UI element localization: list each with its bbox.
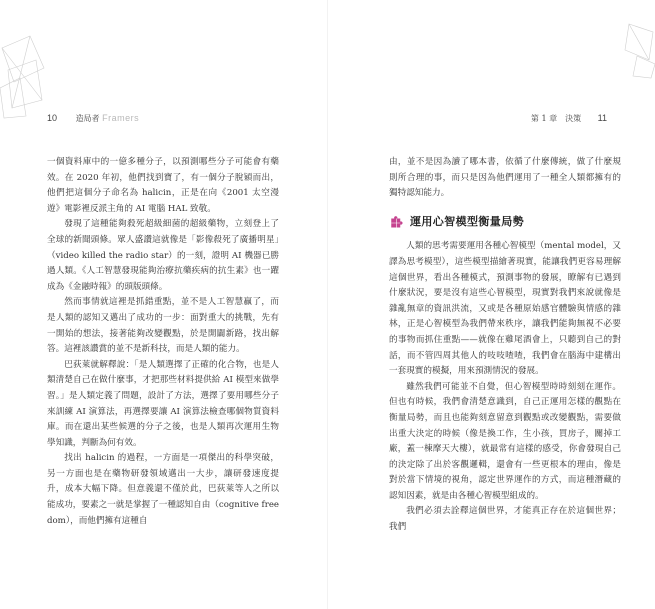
chapter-title: 決策 — [565, 114, 582, 123]
geometric-decoration-icon — [619, 20, 655, 80]
book-title: 造局者 — [75, 114, 100, 123]
page-number: 11 — [597, 113, 607, 123]
paragraph: 然而事情就這裡是抓錯重點，並不是人工智慧贏了，而是人類的認知又邁出了成功的一步：面對重大的挑戰，先有一開始的想法，接著能夠改變觀點，於是開闢新路，找出解答。這裡該讚賞的並不是新科技，而是人類的能力。 — [47, 297, 279, 355]
paragraph: 人類的思考需要運用各種心智模型（mental model，又譯為思考模型），這些模型描繪著現實，能讓我們更容易理解這個世界，看出各種模式，預測事物的發展，瞭解有已遇到什麼狀況，要是沒有這些心智模型，現實對我們來說就像是雜亂無章的資訊洪流，又或是各種原始感官體驗與情感的雜林，正是心智模型為我們帶來秩序，讓我們能夠無視不必要的事物而抓住重點——就像在雞尾酒會上，只聽到自己的對話，而不管四周其他人的吱吱喳喳，我們會在腦海中建構出一套現實的模擬，用來預測情況的發展。 — [389, 241, 621, 377]
paragraph: 巴荻萊就解釋說：「是人類選擇了正確的化合物，也是人類清楚自己在做什麼事，才把那些材料提供給 AI 模型來做學習。」是人類定義了問題，設計了方法，選擇了要用哪些分子來訓練 AI 演算法，再選擇要讓 AI 演算法檢查哪個物質資料庫。而在還出某些候選的分子之後，也是人類再次運用生物學知識，判斷為何有效。 — [47, 359, 279, 448]
right-page — [328, 0, 655, 609]
paragraph: 由，並不是因為讀了哪本書，依循了什麼傳統，做了什麼規則所合理的事，而只是因為他們運用了一種全人類都擁有的獨特認知能力。 — [389, 157, 621, 199]
geometric-decoration-icon — [0, 30, 48, 120]
section-heading — [389, 214, 621, 230]
body-text — [47, 155, 279, 529]
page-number: 10 — [47, 113, 58, 123]
paragraph: 雖然我們可能並不自覺，但心智模型時時刻刻在運作。但也有時候，我們會清楚意識到，自己正運用怎樣的觀點在衡量局勢，而且也能夠刻意留意到觀點或改變觀點，需要做出重大決定的時候（像是換工作，生小孩，買房子，關掉工廠，蓋一棟摩天大樓），就最常有這樣的感受，你會發現自己的決定除了出於客觀邏輯，還會有一些更根本的理由，像是對於當下情境的視角，認定世界運作的方式，而這種潛藏的認知因素，就是由各種心智模型組成的。 — [389, 381, 621, 501]
running-header — [47, 113, 139, 124]
puzzle-piece-icon — [389, 214, 404, 229]
section-title: 運用心智模型衡量局勢 — [410, 214, 524, 228]
paragraph: 一個資料庫中的一億多種分子，以預測哪些分子可能會有藥效。在 2020 年初，他們找到寶了，有一個分子脫穎而出，他們把這個分子命名為 halicin，正是在向《2001 太空漫遊》電影裡反派主角的 AI 電腦 HAL 致敬。 — [47, 157, 279, 214]
chapter-label: 第 1 章 — [530, 114, 558, 123]
body-text — [389, 155, 621, 536]
paragraph: 發現了這種能夠殺死超級細菌的超級藥物，立刻登上了全球的新聞頭條。眾人盛讚這就像是「影像殺死了廣播明星」（video killed the radio star）的一刻，證明 AI 機器已勝過人類。《人工智慧發現能夠治療抗藥疾病的抗生素》也一躍成為《金融時報》的頭版頭條。 — [47, 219, 279, 292]
left-page — [0, 0, 327, 609]
paragraph: 找出 halicin 的過程，一方面是一項傑出的科學突破，另一方面也是在藥物研發領域邁出一大步，讓研發速度提升，成本大幅下降。但意義還不僅於此，巴荻萊等人之所以能成功，要素之一就是掌握了一種認知自由（cognitive freedom），而他們擁有這種自 — [47, 453, 279, 526]
running-header — [531, 113, 607, 124]
book-title-latin: Framers — [102, 113, 140, 123]
paragraph: 我們必須去詮釋這個世界，才能真正存在於這個世界；我們 — [389, 506, 621, 533]
